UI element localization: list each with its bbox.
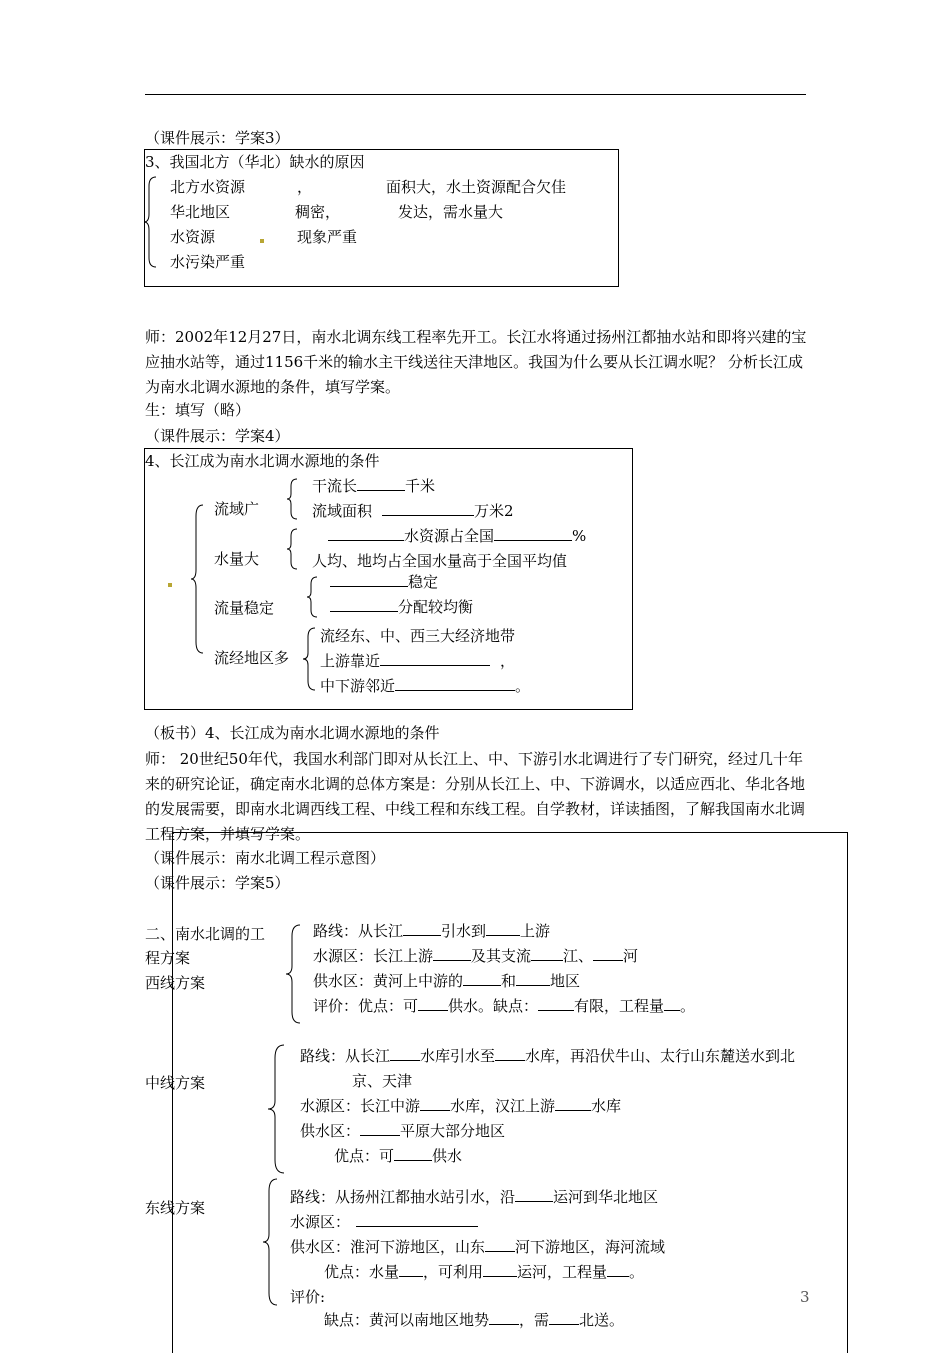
case3-line3: 水资源 现象严重	[170, 228, 358, 246]
middle-source-line: 水源区：长江中游 水库，汉江上游 水库	[300, 1097, 622, 1115]
west-eval-line: 评价：优点：可 供水。缺点： 有限，工程量 。	[313, 997, 696, 1015]
case3-line2: 华北地区 稠密， 发达，需水量大	[170, 203, 504, 221]
east-brace	[262, 1178, 278, 1306]
east-eval-label: 评价:	[290, 1288, 326, 1306]
case4-regions-label: 流经地区多	[214, 649, 290, 667]
east-disadvantage-line: 缺点：黄河以南地区地势 ，需 北送。	[324, 1311, 625, 1329]
case4-regions-line1: 流经东、中、西三大经济地带	[320, 627, 516, 645]
case4-stable-brace	[306, 576, 318, 618]
middle-route-line-cont: 京、天津	[352, 1072, 413, 1090]
case4-title: 4、长江成为南水北调水源地的条件	[145, 452, 380, 470]
case4-volume-line2: 人均、地均占全国水量高于全国平均值	[312, 552, 568, 570]
case5-section-title-b: 程方案	[145, 949, 191, 967]
case3-line1: 北方水资源 ， 面积大，水土资源配合欠佳	[170, 178, 567, 196]
case4-volume-brace	[286, 528, 298, 570]
board-heading: （板书）4、长江成为南水北调水源地的条件	[145, 724, 440, 742]
middle-supply-line: 供水区： 平原大部分地区	[300, 1122, 506, 1140]
case5-section-title-a: 二、南水北调的工	[145, 925, 266, 943]
west-source-line: 水源区：长江上游 及其支流 江、 河	[313, 947, 639, 965]
case4-wide-brace	[286, 478, 298, 520]
case4-stable-line1: 稳定	[330, 572, 438, 592]
case4-volume-line1: 水资源占全国 %	[312, 526, 586, 546]
middle-route-label: 中线方案	[145, 1074, 206, 1092]
middle-brace	[267, 1044, 285, 1174]
label-courseware-case5: （课件展示：学案5）	[145, 874, 290, 892]
case4-regions-brace	[302, 627, 316, 691]
west-route-label: 西线方案	[145, 974, 206, 992]
label-courseware-case3: （课件展示：学案3）	[145, 129, 290, 147]
case4-wide-line1: 干流长 千米	[312, 477, 436, 495]
east-advantage-line: 优点：水量 ，可利用 运河，工程量 。	[324, 1263, 645, 1281]
teacher-paragraph-2: 师： 20世纪50年代，我国水利部门即对从长江上、中、下游引水北调进行了专门研究，经过几十年来的研究论证，确定南水北调的总体方案是：分别从长江上、中、下游调水，以适应西北、华北各地的发展需要，即南水北调西线工程、中线工程和东线工程。自学教材，详读插图，了解我国南水北调工程方案，并填写学案。	[145, 750, 806, 843]
middle-route-line: 路线：从长江 水库引水至 水库，再沿伏牛山、太行山东麓送水到北	[300, 1047, 796, 1065]
header-rule	[145, 94, 806, 95]
stray-mark	[168, 583, 172, 587]
east-supply-line: 供水区：淮河下游地区，山东 河下游地区，海河流域	[290, 1238, 666, 1256]
student-line: 生：填写（略）	[145, 401, 251, 419]
case4-regions-line3: 中下游邻近 。	[320, 677, 531, 695]
east-route-label: 东线方案	[145, 1199, 206, 1217]
stray-mark	[260, 239, 264, 243]
case4-wide-line2: 流域面积 万米2	[312, 502, 514, 520]
east-route-line: 路线：从扬州江都抽水站引水，沿 运河到华北地区	[290, 1188, 659, 1206]
east-source-line: 水源区：	[290, 1212, 478, 1232]
case4-volume-label: 水量大	[214, 550, 260, 568]
west-supply-line: 供水区：黄河上中游的 和 地区	[313, 972, 581, 990]
page-number: 3	[800, 1288, 810, 1306]
case4-regions-line2: 上游靠近 ，	[320, 652, 516, 670]
case4-stable-label: 流量稳定	[214, 599, 275, 617]
case3-line4: 水污染严重	[170, 253, 246, 271]
case4-main-brace	[190, 504, 204, 654]
label-courseware-case4: （课件展示：学案4）	[145, 427, 290, 445]
case4-wide-label: 流域广	[214, 500, 260, 518]
label-courseware-diagram: （课件展示：南水北调工程示意图）	[145, 849, 386, 867]
middle-advantage-line: 优点：可 供水	[334, 1147, 463, 1165]
west-brace	[285, 924, 301, 1024]
teacher-paragraph-1: 师：2002年12月27日，南水北调东线工程率先开工。长江水将通过扬州江都抽水站和即将兴建的宝应抽水站等，通过1156千米的输水主干线送往天津地区。我国为什么要从长江调水呢？ 分析长江成为南水北调水源地的条件，填写学案。	[145, 328, 807, 396]
case4-stable-line2: 分配较均衡	[330, 597, 473, 617]
west-route-line: 路线：从长江 引水到 上游	[313, 922, 551, 940]
case3-title: 3、我国北方（华北）缺水的原因	[145, 153, 365, 171]
case3-brace	[143, 176, 157, 268]
